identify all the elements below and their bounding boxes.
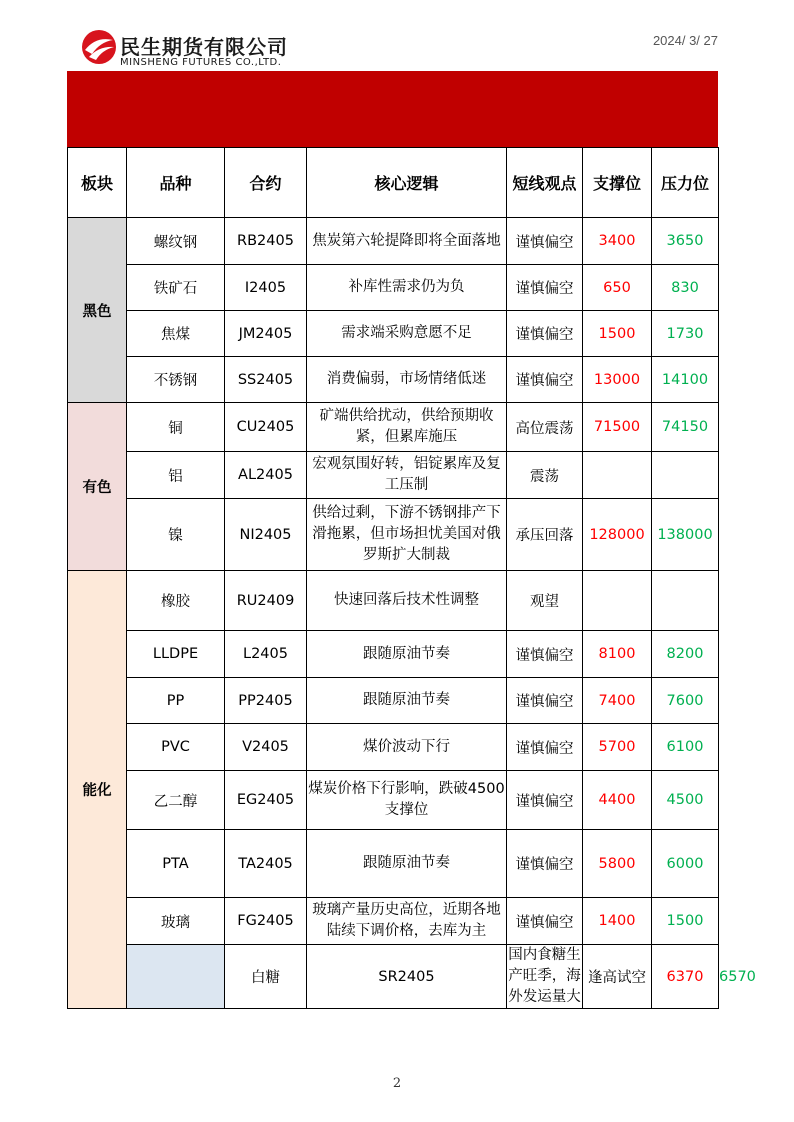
support-cell: 7400 — [583, 678, 652, 724]
view-cell: 谨慎偏空 — [507, 898, 583, 945]
view-cell: 谨慎偏空 — [507, 218, 583, 265]
view-cell: 谨慎偏空 — [507, 678, 583, 724]
header-product: 品种 — [127, 148, 225, 218]
support-cell: 5700 — [583, 724, 652, 771]
pressure-cell: 6100 — [652, 724, 719, 771]
header-contract: 合约 — [225, 148, 307, 218]
report-date: 2024/ 3/ 27 — [652, 33, 718, 48]
header-sector: 板块 — [68, 148, 127, 218]
support-cell: 650 — [583, 265, 652, 311]
table-row — [68, 830, 719, 898]
pressure-cell — [652, 452, 719, 499]
table-row: 白糖 SR2405 国内食糖生产旺季，海外发运量大 逢高试空 6370 6570 — [68, 945, 719, 1009]
view-cell: 谨慎偏空 — [507, 771, 583, 830]
contract-cell: I2405 — [225, 265, 307, 311]
pressure-cell: 14100 — [652, 357, 719, 403]
logic-cell: 供给过剩，下游不锈钢排产下滑拖累，但市场担忧美国对俄罗斯扩大制裁 — [307, 499, 507, 571]
support-cell — [583, 452, 652, 499]
support-cell — [583, 571, 652, 631]
support-cell: 5800 — [583, 830, 652, 898]
support-cell: 4400 — [583, 771, 652, 830]
product-cell: 铝 — [127, 452, 225, 499]
contract-cell: TA2405 — [225, 830, 307, 898]
logic-cell: 煤价波动下行 — [307, 724, 507, 771]
table-row — [68, 631, 719, 678]
logic-cell: 消费偏弱，市场情绪低迷 — [307, 357, 507, 403]
page-header — [0, 0, 794, 70]
pressure-cell: 3650 — [652, 218, 719, 265]
view-cell: 承压回落 — [507, 499, 583, 571]
contract-cell: SS2405 — [225, 357, 307, 403]
logic-cell: 玻璃产量历史高位，近期各地陆续下调价格，去库为主 — [307, 898, 507, 945]
company-logo — [80, 28, 320, 72]
company-name-en: MINSHENG FUTURES CO.,LTD. — [120, 57, 282, 68]
logic-cell: 需求端采购意愿不足 — [307, 311, 507, 357]
view-cell: 震荡 — [507, 452, 583, 499]
support-cell: 1400 — [583, 898, 652, 945]
company-name-cn: 民生期货有限公司 — [120, 35, 288, 59]
product-cell: 橡胶 — [127, 571, 225, 631]
pressure-cell: 6000 — [652, 830, 719, 898]
pressure-cell: 7600 — [652, 678, 719, 724]
view-cell: 高位震荡 — [507, 403, 583, 452]
product-cell: 白糖 — [225, 945, 307, 1009]
contract-cell: NI2405 — [225, 499, 307, 571]
table-row — [68, 771, 719, 830]
table-row — [68, 265, 719, 311]
support-cell: 13000 — [583, 357, 652, 403]
contract-cell: CU2405 — [225, 403, 307, 452]
contract-cell: PP2405 — [225, 678, 307, 724]
product-cell: LLDPE — [127, 631, 225, 678]
support-cell: 71500 — [583, 403, 652, 452]
pressure-cell: 74150 — [652, 403, 719, 452]
table-row — [68, 499, 719, 571]
support-cell: 3400 — [583, 218, 652, 265]
sector-cell-nonferrous: 有色 — [68, 403, 127, 571]
contract-cell: RB2405 — [225, 218, 307, 265]
pressure-cell: 1500 — [652, 898, 719, 945]
product-cell: 铁矿石 — [127, 265, 225, 311]
contract-cell: V2405 — [225, 724, 307, 771]
logic-cell: 跟随原油节奏 — [307, 631, 507, 678]
view-cell: 观望 — [507, 571, 583, 631]
product-cell: 不锈钢 — [127, 357, 225, 403]
sector-cell-agri — [127, 945, 225, 1009]
contract-cell: FG2405 — [225, 898, 307, 945]
pressure-cell — [652, 571, 719, 631]
sector-cell-black: 黑色 — [68, 218, 127, 403]
product-cell: 铜 — [127, 403, 225, 452]
table-row — [68, 218, 719, 265]
contract-cell: RU2409 — [225, 571, 307, 631]
view-cell: 谨慎偏空 — [507, 724, 583, 771]
support-cell: 8100 — [583, 631, 652, 678]
table-row — [68, 452, 719, 499]
support-cell: 1500 — [583, 311, 652, 357]
table-row — [68, 357, 719, 403]
product-cell: 镍 — [127, 499, 225, 571]
pressure-cell: 138000 — [652, 499, 719, 571]
logic-cell: 焦炭第六轮提降即将全面落地 — [307, 218, 507, 265]
header-short-view: 短线观点 — [507, 148, 583, 218]
support-cell: 6370 — [652, 945, 719, 1009]
table-row — [68, 571, 719, 631]
table-row — [68, 311, 719, 357]
pressure-cell: 8200 — [652, 631, 719, 678]
pressure-cell: 1730 — [652, 311, 719, 357]
table-row — [68, 678, 719, 724]
pressure-cell: 830 — [652, 265, 719, 311]
logic-cell: 煤炭价格下行影响，跌破4500支撑位 — [307, 771, 507, 830]
page-number: 2 — [392, 1076, 402, 1091]
view-cell: 谨慎偏空 — [507, 631, 583, 678]
header-core-logic: 核心逻辑 — [307, 148, 507, 218]
logic-cell: 快速回落后技术性调整 — [307, 571, 507, 631]
logic-cell: 补库性需求仍为负 — [307, 265, 507, 311]
contract-cell: JM2405 — [225, 311, 307, 357]
contract-cell: L2405 — [225, 631, 307, 678]
product-cell: 焦煤 — [127, 311, 225, 357]
company-logo-icon — [80, 28, 118, 66]
product-cell: PP — [127, 678, 225, 724]
product-cell: PTA — [127, 830, 225, 898]
pressure-cell: 4500 — [652, 771, 719, 830]
table-row — [68, 724, 719, 771]
view-cell: 谨慎偏空 — [507, 357, 583, 403]
table-header-row — [68, 148, 719, 218]
table-row — [68, 898, 719, 945]
logic-cell: 国内食糖生产旺季，海外发运量大 — [507, 945, 583, 1009]
product-cell: 螺纹钢 — [127, 218, 225, 265]
header-support: 支撑位 — [583, 148, 652, 218]
title-band — [67, 71, 718, 147]
sector-cell-energy: 能化 — [68, 571, 127, 1009]
contract-cell: SR2405 — [307, 945, 507, 1009]
contract-cell: EG2405 — [225, 771, 307, 830]
logic-cell: 矿端供给扰动，供给预期收紧，但累库施压 — [307, 403, 507, 452]
table-row — [68, 403, 719, 452]
view-cell: 谨慎偏空 — [507, 311, 583, 357]
view-cell: 谨慎偏空 — [507, 830, 583, 898]
contract-cell: AL2405 — [225, 452, 307, 499]
product-cell: 乙二醇 — [127, 771, 225, 830]
product-cell: 玻璃 — [127, 898, 225, 945]
logic-cell: 宏观氛围好转，铝锭累库及复工压制 — [307, 452, 507, 499]
header-pressure: 压力位 — [652, 148, 719, 218]
support-cell: 128000 — [583, 499, 652, 571]
logic-cell: 跟随原油节奏 — [307, 830, 507, 898]
product-cell: PVC — [127, 724, 225, 771]
futures-view-table — [67, 147, 756, 1009]
view-cell: 谨慎偏空 — [507, 265, 583, 311]
view-cell: 逢高试空 — [583, 945, 652, 1009]
logic-cell: 跟随原油节奏 — [307, 678, 507, 724]
